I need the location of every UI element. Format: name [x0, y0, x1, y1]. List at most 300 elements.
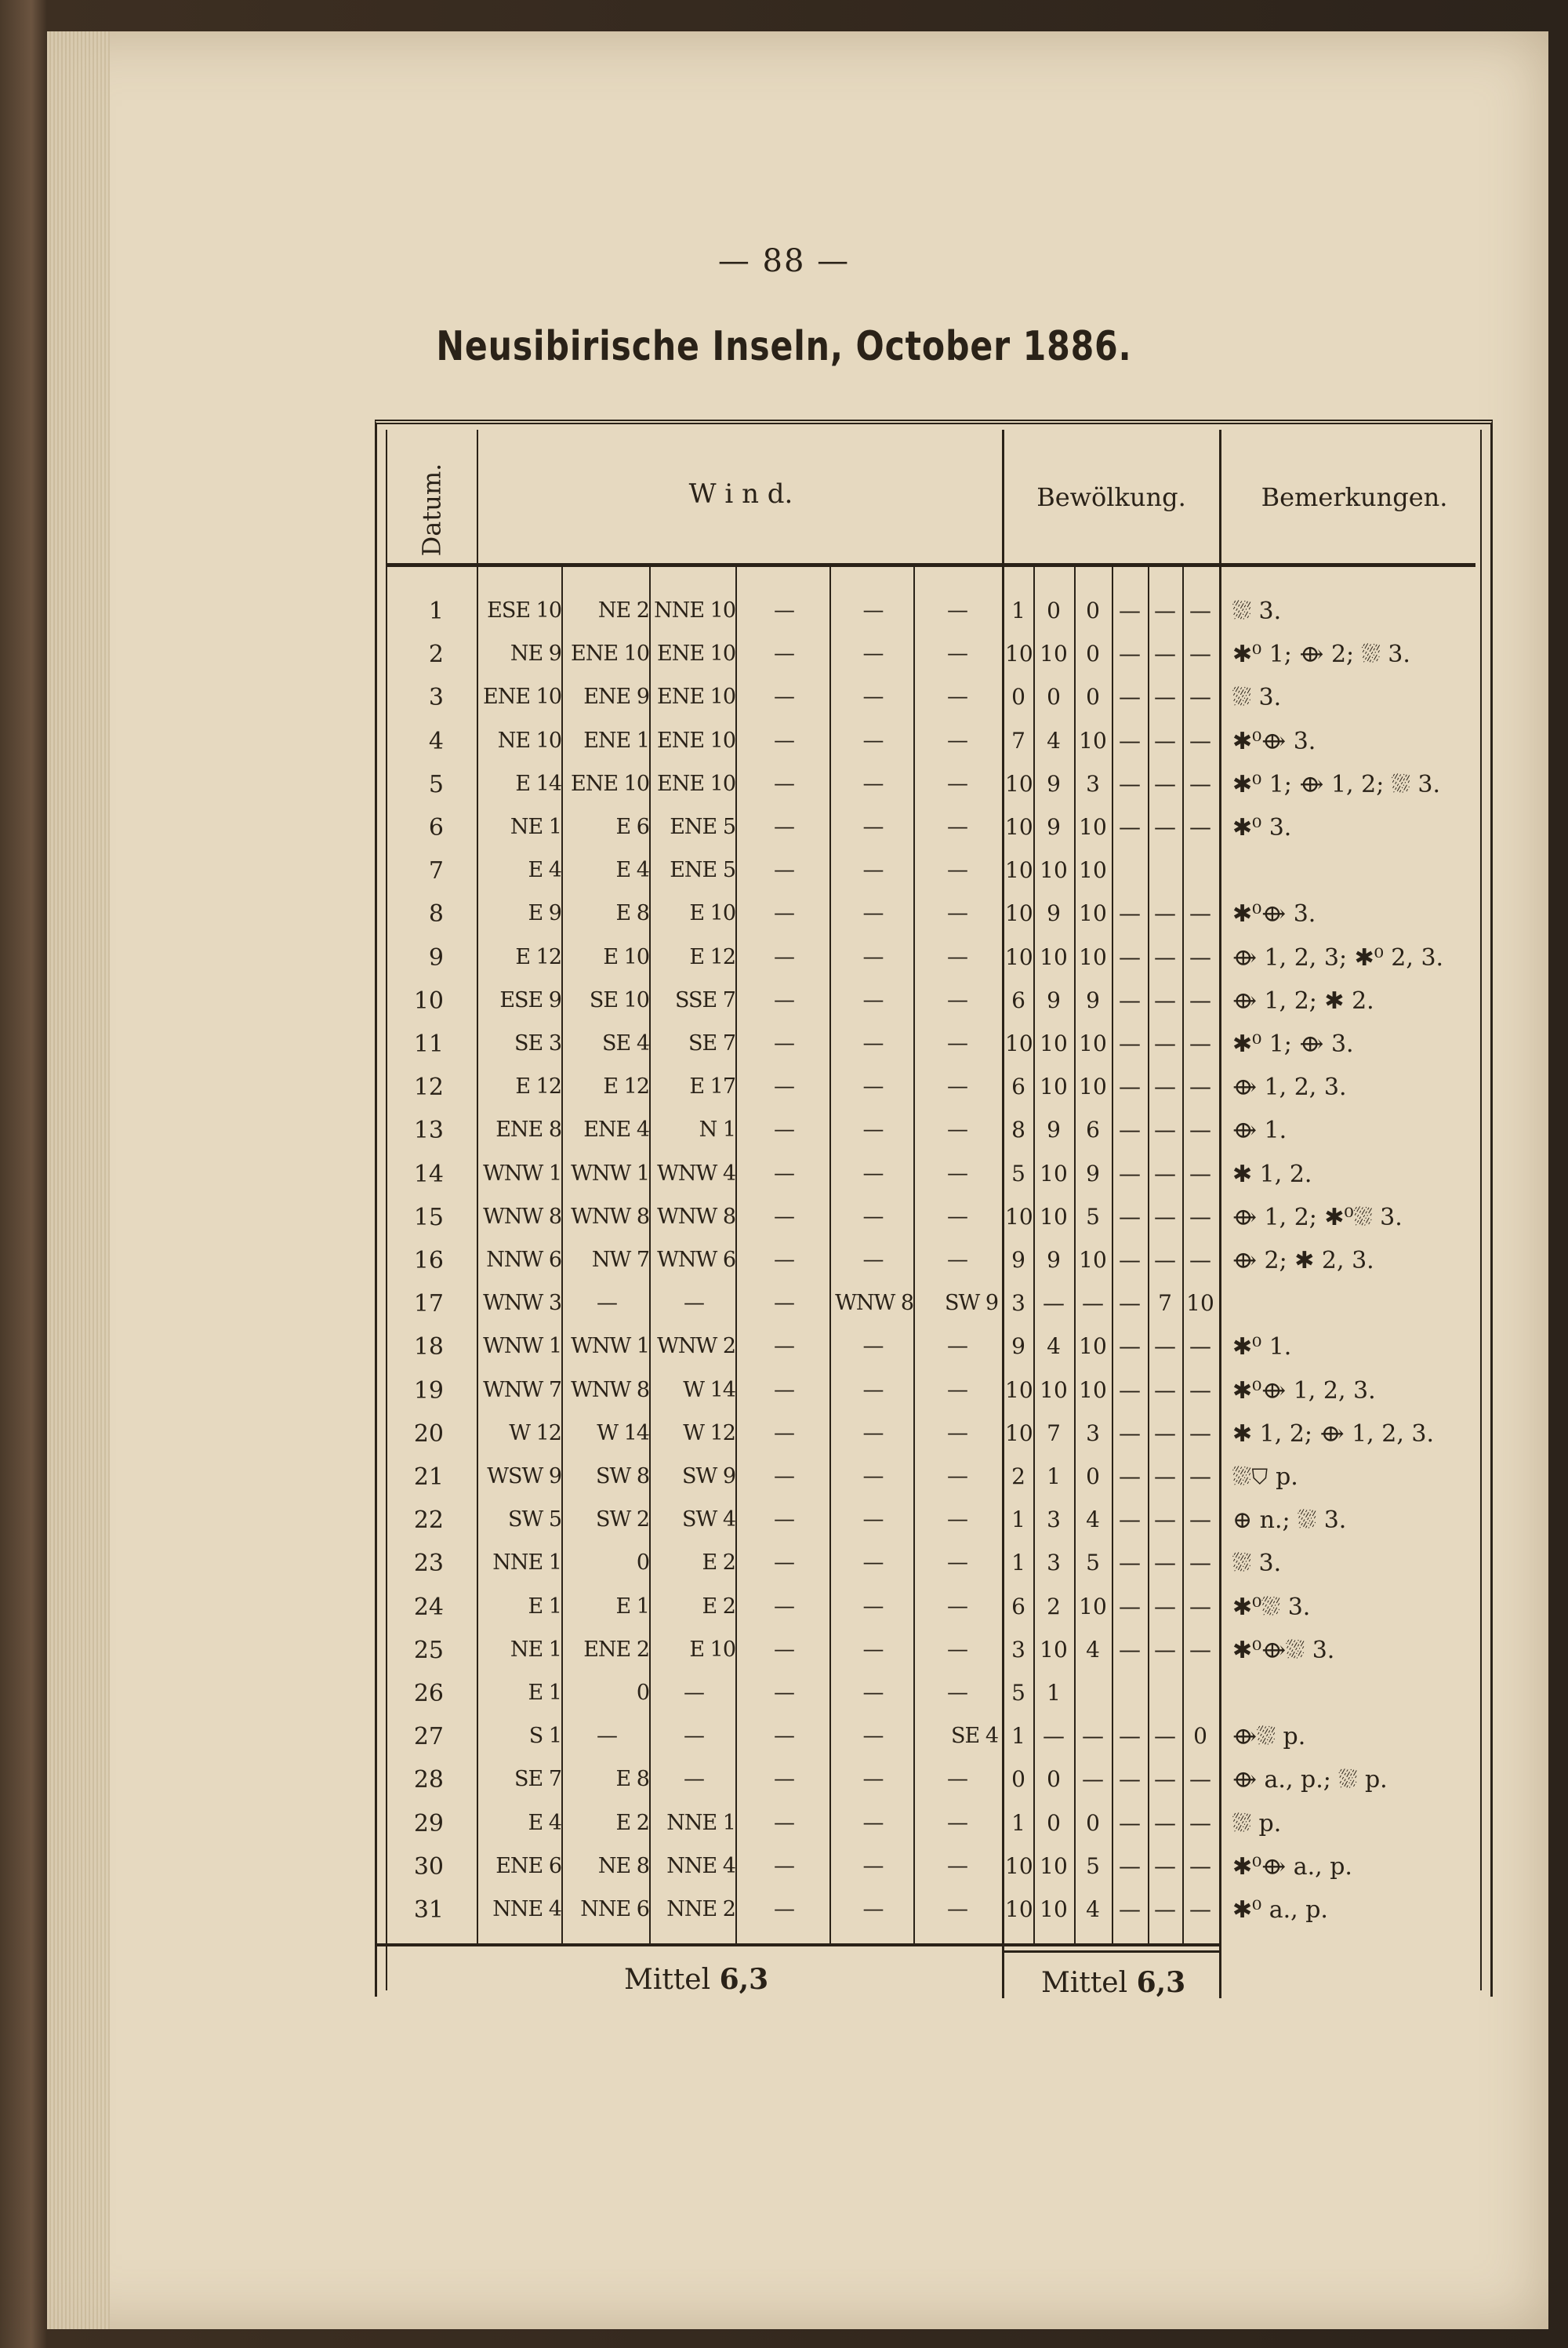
bewolkung-cell: —: [1154, 598, 1176, 623]
bewolkung-cell: 1: [1011, 598, 1025, 623]
bewolkung-cell: —: [1119, 944, 1141, 970]
datum-cell: 25: [413, 1637, 444, 1664]
datum-cell: 19: [413, 1377, 444, 1405]
bewolkung-cell: 8: [1011, 1117, 1025, 1143]
wind-cell: WNW 1: [483, 1161, 561, 1186]
bewolkung-cell: 0: [1086, 598, 1100, 623]
bewolkung-cell: —: [1189, 1117, 1211, 1143]
wind-cell: E 14: [515, 772, 561, 796]
wind-cell: —: [862, 858, 884, 882]
wind-cell: W 12: [509, 1421, 561, 1445]
wind-cell: —: [774, 1854, 794, 1878]
wind-cell: —: [862, 1897, 884, 1921]
bemerkung-cell: ✱⁰ 3.: [1232, 814, 1292, 841]
wind-cell: SE 4: [602, 1031, 649, 1056]
wind-cell: ESE 10: [487, 598, 561, 623]
bewolkung-cell: 3: [1047, 1550, 1061, 1576]
bewolkung-cell: —: [1119, 1333, 1141, 1359]
bemerkung-cell: ⟴ 1, 2; ✱⁰⛆ 3.: [1232, 1204, 1403, 1231]
wind-cell: ENE 5: [670, 815, 735, 839]
wind-cell: ENE 5: [670, 858, 735, 882]
bewolkung-cell: —: [1189, 728, 1211, 754]
wind-cell: WNW 8: [483, 1205, 561, 1229]
wind-cell: NNE 6: [580, 1897, 649, 1921]
wind-cell: —: [862, 1118, 884, 1142]
wind-cell: —: [774, 1897, 794, 1921]
bewolkung-cell: 10: [1079, 857, 1107, 883]
bewolkung-cell: —: [1154, 1507, 1176, 1532]
wind-cell: S 1: [528, 1724, 561, 1748]
bewolkung-cell: —: [1154, 900, 1176, 926]
footer-rule: [376, 1943, 1221, 1946]
wind-cell: ENE 8: [495, 1118, 561, 1142]
bewolkung-cell: 10: [1005, 857, 1033, 883]
rule-wind-sub-4: [913, 567, 915, 1943]
bewolkung-cell: —: [1154, 1117, 1176, 1143]
wind-cell: —: [947, 901, 967, 925]
bewolkung-cell: 10: [1079, 814, 1107, 840]
bemerkung-cell: ⛆ p.: [1232, 1810, 1282, 1837]
bewolkung-cell: —: [1189, 1550, 1211, 1576]
bewolkung-cell: 10: [1005, 641, 1033, 667]
rule-wind-sub-3: [829, 567, 831, 1943]
bewolkung-cell: —: [1119, 728, 1141, 754]
wind-cell: NNE 2: [666, 1897, 735, 1921]
bewolkung-cell: —: [1189, 684, 1211, 710]
bewolkung-cell: 5: [1086, 1550, 1100, 1576]
bewolkung-cell: 0: [1011, 684, 1025, 710]
rule-outer-left-inner: [386, 430, 387, 1990]
bewolkung-cell: —: [1154, 1637, 1176, 1663]
wind-cell: —: [947, 1248, 967, 1272]
wind-cell: 0: [636, 1681, 649, 1705]
wind-cell: E 10: [689, 1637, 735, 1662]
datum-cell: 16: [413, 1247, 444, 1274]
bewolkung-cell: 1: [1047, 1680, 1061, 1706]
wind-cell: —: [597, 1291, 617, 1315]
wind-cell: —: [774, 1637, 794, 1662]
bewolkung-cell: —: [1154, 1420, 1176, 1446]
bewolkung-cell: 9: [1047, 1247, 1061, 1273]
bewolkung-cell: 10: [1079, 1594, 1107, 1619]
wind-cell: E 2: [702, 1550, 735, 1575]
datum-cell: 2: [428, 641, 444, 668]
wind-cell: —: [774, 1031, 794, 1056]
bewolkung-cell: —: [1154, 1333, 1176, 1359]
bewolkung-cell: —: [1154, 1810, 1176, 1836]
bewolkung-cell: 9: [1047, 814, 1061, 840]
wind-cell: —: [947, 1550, 967, 1575]
datum-cell: 17: [413, 1290, 444, 1318]
datum-cell: 7: [428, 857, 444, 885]
wind-cell: —: [862, 1161, 884, 1186]
wind-cell: WNW 2: [657, 1334, 735, 1358]
wind-cell: —: [774, 1161, 794, 1186]
wind-cell: —: [947, 1205, 967, 1229]
bewolkung-cell: 9: [1047, 987, 1061, 1013]
bewolkung-cell: 10: [1005, 1204, 1033, 1230]
page-title: Neusibirische Inseln, October 1886.: [436, 323, 1132, 370]
wind-cell: SW 8: [595, 1464, 649, 1488]
bewolkung-cell: —: [1119, 771, 1141, 797]
wind-cell: —: [774, 1811, 794, 1835]
page-number: — 88 —: [717, 243, 851, 279]
bewolkung-cell: 0: [1086, 684, 1100, 710]
bewolkung-cell: 3: [1011, 1637, 1025, 1663]
datum-cell: 27: [413, 1723, 444, 1750]
bemerkung-cell: ⟴ a., p.; ⛆ p.: [1232, 1766, 1388, 1794]
wind-cell: —: [947, 772, 967, 796]
wind-cell: —: [862, 1724, 884, 1748]
bewolkung-cell: —: [1154, 1030, 1176, 1056]
bemerkung-cell: ⟴ 1, 2, 3.: [1232, 1074, 1347, 1101]
datum-cell: 18: [413, 1333, 444, 1361]
bewolkung-cell: 6: [1011, 1594, 1025, 1619]
bewolkung-cell: 9: [1011, 1333, 1025, 1359]
bewolkung-cell: —: [1119, 900, 1141, 926]
datum-cell: 21: [413, 1463, 444, 1491]
wind-cell: —: [684, 1767, 704, 1791]
bewolkung-cell: —: [1189, 1030, 1211, 1056]
wind-cell: —: [597, 1724, 617, 1748]
bewolkung-cell: —: [1189, 1247, 1211, 1273]
wind-cell: —: [947, 1637, 967, 1662]
rule-datum: [477, 430, 478, 563]
bewolkung-cell: 10: [1079, 944, 1107, 970]
bemerkung-cell: ⛆ 3.: [1232, 1550, 1282, 1577]
wind-cell: SE 7: [514, 1767, 561, 1791]
bewolkung-cell: —: [1189, 1074, 1211, 1099]
datum-cell: 4: [428, 728, 444, 755]
datum-cell: 11: [413, 1030, 444, 1058]
bewolkung-cell: 10: [1005, 1420, 1033, 1446]
wind-cell: —: [862, 729, 884, 753]
wind-cell: —: [774, 642, 794, 666]
bemerkung-cell: ✱⁰⟴ 3.: [1232, 728, 1316, 755]
footer-rule-bew: [1002, 1950, 1221, 1953]
wind-cell: —: [947, 815, 967, 839]
wind-cell: WSW 9: [487, 1464, 561, 1488]
bewolkung-cell: —: [1082, 1766, 1104, 1792]
bewolkung-cell: —: [1119, 641, 1141, 667]
bewolkung-cell: —: [1154, 728, 1176, 754]
wind-cell: WNW 8: [571, 1378, 649, 1402]
bewolkung-cell: —: [1189, 1896, 1211, 1922]
bewolkung-cell: 10: [1005, 900, 1033, 926]
bewolkung-cell: 4: [1047, 1333, 1061, 1359]
bewolkung-cell: 3: [1047, 1507, 1061, 1532]
wind-cell: —: [774, 1074, 794, 1099]
wind-cell: —: [862, 1550, 884, 1575]
wind-cell: SE 4: [951, 1724, 998, 1748]
wind-cell: —: [862, 1507, 884, 1532]
bewolkung-cell: 10: [1040, 641, 1068, 667]
wind-cell: —: [862, 815, 884, 839]
wind-cell: —: [862, 772, 884, 796]
wind-cell: NNE 1: [666, 1811, 735, 1835]
wind-cell: WNW 1: [571, 1334, 649, 1358]
wind-cell: —: [862, 598, 884, 623]
wind-cell: E 1: [528, 1681, 561, 1705]
wind-cell: E 12: [603, 1074, 649, 1099]
bewolkung-cell: 10: [1040, 1377, 1068, 1403]
wind-cell: NNW 6: [486, 1248, 561, 1272]
bewolkung-cell: 3: [1011, 1290, 1025, 1316]
bewolkung-cell: —: [1189, 900, 1211, 926]
bewolkung-cell: —: [1189, 1161, 1211, 1187]
bewolkung-cell: —: [1189, 1420, 1211, 1446]
wind-cell: E 12: [515, 945, 561, 969]
bemerkung-cell: ✱⁰⟴ 1, 2, 3.: [1232, 1377, 1376, 1405]
wind-cell: —: [862, 1334, 884, 1358]
wind-cell: —: [774, 1118, 794, 1142]
datum-cell: 22: [413, 1507, 444, 1534]
bewolkung-cell: 0: [1047, 684, 1061, 710]
bewolkung-cell: —: [1119, 1550, 1141, 1576]
wind-cell: —: [862, 945, 884, 969]
bewolkung-cell: 0: [1047, 598, 1061, 623]
wind-cell: —: [684, 1291, 704, 1315]
wind-cell: E 9: [528, 901, 561, 925]
datum-cell: 20: [413, 1420, 444, 1448]
bewolkung-cell: —: [1154, 641, 1176, 667]
wind-cell: —: [774, 1550, 794, 1575]
bewolkung-cell: —: [1154, 684, 1176, 710]
datum-cell: 6: [428, 814, 444, 841]
bewolkung-cell: —: [1154, 1594, 1176, 1619]
wind-cell: SW 2: [595, 1507, 649, 1532]
wind-cell: WNW 4: [657, 1161, 735, 1186]
bewolkung-cell: 10: [1040, 1030, 1068, 1056]
wind-cell: —: [947, 1594, 967, 1619]
wind-cell: E 12: [689, 945, 735, 969]
wind-cell: W 12: [683, 1421, 735, 1445]
bemerkung-cell: ✱ 1, 2.: [1232, 1161, 1312, 1188]
wind-cell: E 8: [615, 901, 649, 925]
wind-cell: E 2: [702, 1594, 735, 1619]
bewolkung-cell: —: [1043, 1723, 1065, 1749]
bemerkung-cell: ⛆⛉ p.: [1232, 1463, 1298, 1491]
wind-cell: ENE 10: [657, 642, 735, 666]
bewolkung-cell: —: [1119, 598, 1141, 623]
wind-cell: —: [774, 901, 794, 925]
bewolkung-cell: 0: [1047, 1810, 1061, 1836]
bewolkung-cell: 10: [1005, 1030, 1033, 1056]
rule-wind-left: [477, 567, 478, 1943]
bewolkung-cell: —: [1154, 1247, 1176, 1273]
wind-cell: —: [862, 1074, 884, 1099]
bewolkung-cell: —: [1189, 598, 1211, 623]
bewolkung-cell: 4: [1086, 1637, 1100, 1663]
bewolkung-cell: 9: [1047, 771, 1061, 797]
wind-cell: —: [947, 1681, 967, 1705]
bewolkung-cell: —: [1189, 1333, 1211, 1359]
bewolkung-cell: —: [1119, 814, 1141, 840]
wind-cell: SW 5: [507, 1507, 561, 1532]
datum-cell: 31: [413, 1896, 444, 1924]
datum-cell: 14: [413, 1161, 444, 1188]
wind-cell: —: [947, 1334, 967, 1358]
bewolkung-cell: 2: [1011, 1463, 1025, 1489]
header-bewolkung: Bewölkung.: [1036, 482, 1186, 512]
wind-cell: NNE 10: [654, 598, 735, 623]
bewolkung-cell: —: [1189, 1637, 1211, 1663]
wind-cell: —: [774, 1378, 794, 1402]
bewolkung-cell: 10: [1040, 1074, 1068, 1099]
wind-cell: —: [774, 1205, 794, 1229]
datum-cell: 26: [413, 1680, 444, 1707]
wind-cell: E 4: [615, 858, 649, 882]
bewolkung-cell: 10: [1040, 1896, 1068, 1922]
wind-cell: E 6: [615, 815, 649, 839]
wind-cell: SW 4: [681, 1507, 735, 1532]
wind-cell: E 10: [689, 901, 735, 925]
wind-cell: WNW 1: [571, 1161, 649, 1186]
wind-cell: ESE 9: [499, 988, 561, 1012]
bewolkung-cell: —: [1119, 1637, 1141, 1663]
bewolkung-cell: —: [1189, 1507, 1211, 1532]
bewolkung-cell: —: [1154, 987, 1176, 1013]
wind-cell: NE 8: [597, 1854, 649, 1878]
bewolkung-cell: —: [1119, 1853, 1141, 1879]
wind-cell: ENE 10: [657, 772, 735, 796]
wind-cell: —: [774, 1334, 794, 1358]
datum-cell: 3: [428, 684, 444, 711]
bewolkung-cell: —: [1154, 1204, 1176, 1230]
wind-cell: —: [774, 1767, 794, 1791]
datum-cell: 29: [413, 1810, 444, 1837]
bemerkung-cell: ✱⁰ 1.: [1232, 1333, 1292, 1361]
wind-cell: —: [947, 1031, 967, 1056]
bewolkung-cell: 5: [1011, 1680, 1025, 1706]
bewolkung-cell: —: [1154, 814, 1176, 840]
wind-cell: —: [947, 685, 967, 709]
bewolkung-cell: —: [1189, 814, 1211, 840]
bewolkung-cell: 6: [1011, 987, 1025, 1013]
bewolkung-cell: —: [1119, 1247, 1141, 1273]
datum-cell: 23: [413, 1550, 444, 1577]
bewolkung-cell: 6: [1086, 1117, 1100, 1143]
header-rule: [386, 563, 1475, 567]
bewolkung-cell: 1: [1011, 1507, 1025, 1532]
wind-cell: ENE 10: [571, 642, 649, 666]
bewolkung-cell: 10: [1186, 1290, 1214, 1316]
bewolkung-cell: 10: [1005, 1853, 1033, 1879]
bewolkung-cell: —: [1119, 1723, 1141, 1749]
bewolkung-cell: 4: [1086, 1507, 1100, 1532]
wind-cell: SSE 7: [675, 988, 735, 1012]
rule-wind-sub-0: [561, 567, 563, 1943]
bewolkung-cell: —: [1119, 1161, 1141, 1187]
bewolkung-cell: —: [1119, 1420, 1141, 1446]
wind-cell: SW 9: [681, 1464, 735, 1488]
wind-cell: WNW 1: [483, 1334, 561, 1358]
wind-cell: —: [774, 945, 794, 969]
bewolkung-cell: 5: [1086, 1204, 1100, 1230]
bewolkung-cell: —: [1154, 1723, 1176, 1749]
bewolkung-cell: 9: [1086, 987, 1100, 1013]
wind-cell: SE 3: [514, 1031, 561, 1056]
bewolkung-cell: —: [1154, 1161, 1176, 1187]
wind-cell: —: [947, 1767, 967, 1791]
wind-cell: W 14: [683, 1378, 735, 1402]
rule-wind-sub-2: [735, 567, 737, 1943]
wind-cell: WNW 7: [483, 1378, 561, 1402]
wind-cell: SW 9: [944, 1291, 998, 1315]
bewolkung-cell: 10: [1005, 1377, 1033, 1403]
wind-cell: WNW 3: [483, 1291, 561, 1315]
bewolkung-cell: 4: [1086, 1896, 1100, 1922]
datum-cell: 30: [413, 1853, 444, 1881]
header-bemerkungen: Bemerkungen.: [1261, 482, 1448, 512]
wind-cell: WNW 8: [571, 1205, 649, 1229]
wind-cell: ENE 1: [583, 729, 649, 753]
bewolkung-cell: 10: [1005, 814, 1033, 840]
bemerkung-cell: ⊕ n.; ⛆ 3.: [1232, 1507, 1347, 1534]
bewolkung-cell: —: [1189, 1766, 1211, 1792]
bewolkung-cell: —: [1119, 1290, 1141, 1316]
bewolkung-cell: —: [1043, 1290, 1065, 1316]
bewolkung-cell: —: [1189, 987, 1211, 1013]
wind-cell: ENE 10: [657, 685, 735, 709]
wind-cell: E 2: [615, 1811, 649, 1835]
wind-cell: —: [947, 1897, 967, 1921]
bewolkung-cell: 0: [1086, 641, 1100, 667]
wind-cell: —: [774, 1248, 794, 1272]
bewolkung-cell: 10: [1079, 1247, 1107, 1273]
bewolkung-cell: —: [1189, 1594, 1211, 1619]
datum-cell: 24: [413, 1594, 444, 1621]
wind-cell: —: [774, 772, 794, 796]
wind-cell: E 1: [528, 1594, 561, 1619]
wind-cell: —: [862, 1464, 884, 1488]
wind-cell: —: [774, 815, 794, 839]
bewolkung-cell: —: [1119, 1896, 1141, 1922]
wind-cell: —: [947, 858, 967, 882]
wind-cell: ENE 6: [495, 1854, 561, 1878]
wind-cell: —: [774, 1464, 794, 1488]
wind-cell: —: [862, 1681, 884, 1705]
datum-cell: 12: [413, 1074, 444, 1101]
wind-cell: E 1: [615, 1594, 649, 1619]
wind-cell: —: [774, 858, 794, 882]
datum-cell: 5: [428, 771, 444, 798]
bemerkung-cell: ⟴ 1.: [1232, 1117, 1287, 1144]
header-datum: Datum.: [416, 463, 446, 557]
wind-cell: WNW 6: [657, 1248, 735, 1272]
bewolkung-cell: 9: [1047, 900, 1061, 926]
bewolkung-cell: —: [1119, 1117, 1141, 1143]
wind-cell: —: [862, 1637, 884, 1662]
wind-cell: ENE 2: [583, 1637, 649, 1662]
datum-cell: 28: [413, 1766, 444, 1794]
bemerkung-cell: ✱⁰ 1; ⟴ 3.: [1232, 1030, 1354, 1058]
bewolkung-cell: —: [1154, 1896, 1176, 1922]
wind-cell: ENE 10: [571, 772, 649, 796]
wind-cell: —: [947, 1074, 967, 1099]
bewolkung-cell: —: [1154, 1074, 1176, 1099]
datum-cell: 13: [413, 1117, 444, 1144]
bewolkung-cell: —: [1119, 987, 1141, 1013]
wind-cell: —: [774, 729, 794, 753]
bewolkung-cell: —: [1119, 1074, 1141, 1099]
datum-cell: 8: [428, 900, 444, 928]
bewolkung-cell: —: [1154, 771, 1176, 797]
bewolkung-cell: 10: [1040, 944, 1068, 970]
bemerkung-cell: ✱⁰⟴⛆ 3.: [1232, 1637, 1335, 1664]
wind-cell: —: [947, 598, 967, 623]
wind-cell: SE 10: [589, 988, 649, 1012]
